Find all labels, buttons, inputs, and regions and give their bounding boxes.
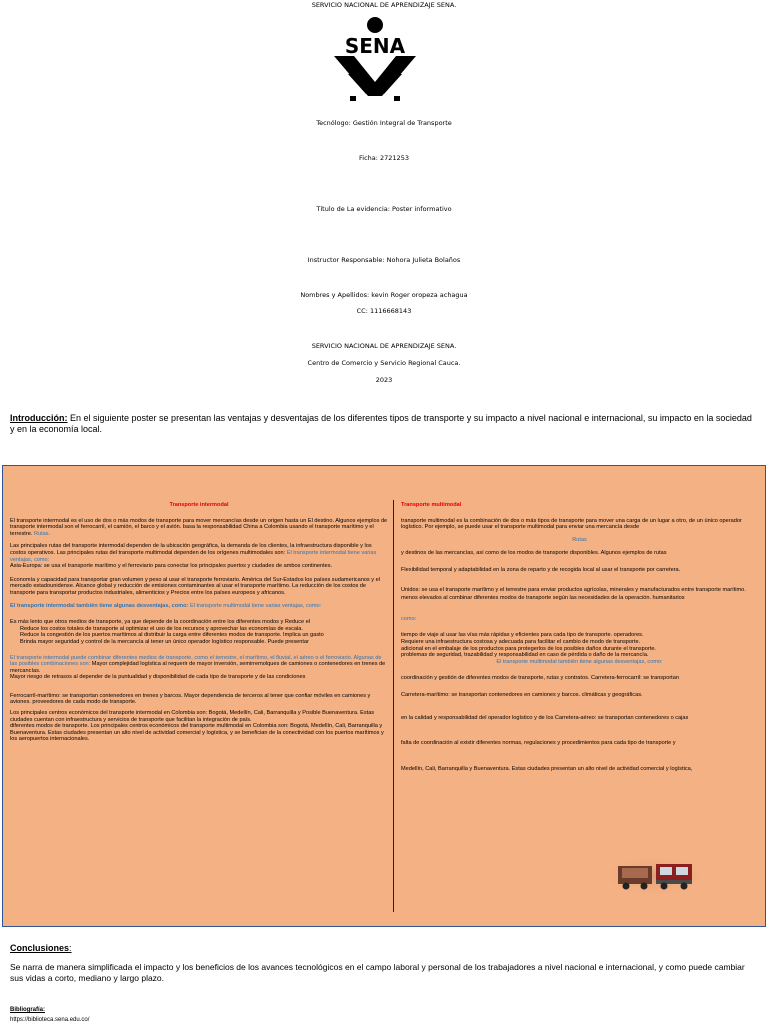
introduction [10,413,758,435]
multimodal-p1: transporte multimodal es la combinación de dos o más tipos de transporte para mover una carga de un lugar a otro, de un único operador logístico. Por ejemplo, se puede usar el transporte multimodal para enviar una mercancía desde [401,517,742,531]
multimodal-p4: Unidos: se usa el transporte marítimo y el terrestre para enviar productos agrícolas, minerales y manufacturados entre transporte marítimo. [401,586,746,593]
multimodal-p10: problemas de seguridad, trazabilidad y responsabilidad en caso de pérdida o daño de la mercancía. [401,652,649,659]
intermodal-p9: Brinda mayor seguridad y control de la mercancía al tener un único operador logístico responsable. Puede presentar [20,638,309,645]
intermodal-p4: Economía y capacidad para transportar gran volumen y peso al usar el transporte ferroviario. América del Sur-Estados los países sudamericanos y el mercado estadounidense. Alcance global y reducción de emisiones contaminantes al usar el transporte marítimo. La reducción de los costos de transporte para transportar productos industriales, alimenticios y Precios entre los países europeos y africanos. [10,576,380,596]
intermodal-disadvantages-heading: El transporte intermodal también tiene algunas desventajas, como: El transporte multimodal tiene varias ventajas, como: [10,602,322,609]
intermodal-p2: Las principales rutas del transporte intermodal dependen de la ubicación geográfica, la demanda de los clientes, la infraestructura disponible y los costos operativos. Las principales rutas del transporte multimodal dependen de los orígenes multimodales son: El transporte intermodal tiene varias ventajas, como: [10,543,377,563]
truck-image [610,858,700,894]
ficha: Ficha: 2721253 [359,154,409,162]
multimodal-p7: tiempo de viaje al usar las vías más rápidas y eficientes para cada tipo de transporte. operadores. [401,632,644,639]
intro-label: Introducción: [10,413,68,423]
multimodal-como: como: [401,615,417,622]
institution-top: SERVICIO NACIONAL DE APRENDIZAJE SENA. [311,1,457,9]
conclusions-text: Se narra de manera simplificada el impacto y los beneficios de los avances tecnológicos en el campo laboral y personal de los trabajadores a nivel nacional e internacional, y como puede cambiar sus vidas a corto, mediano y largo plazo. [10,962,745,983]
conclusions-title: Conclusiones: [10,943,72,953]
multimodal-p13: Carretera-marítimo: se transportan contenedores en camiones y barcos. climáticas y geográficas. [401,691,643,698]
multimodal-p15: falta de coordinación al existir diferentes normas, regulaciones y procedimientos para cada tipo de transporte y [401,740,676,747]
multimodal-p5: menos elevados al combinar diferentes modos de transporte según las necesidades de la operación. humanitarios [401,595,685,602]
intermodal-p3: Asia-Europa: se usa el transporte marítimo y el ferroviario para conectar los principales puertos y ciudades de ambos continentes. [10,563,333,570]
bibliography-link[interactable]: https://biblioteca.sena.edu.co/ [10,1017,90,1023]
intermodal-p13: Los principales centros económicos del transporte intermodal en Colombia son: Bogotá, Medellín, Cali, Barranquilla y Posible Buenaventura. Estas ciudades cuentan con infraestructura y servicios de transporte que facilitan la integración de país. [10,710,375,723]
bibliography-title: Bibliografía: [10,1007,46,1013]
poster-divider [393,500,394,912]
multimodal-p14: en la calidad y responsabilidad del operador logístico y de los Carretera-aéreo: se transportan contenedores o cajas [401,714,689,721]
intermodal-title: Transporte intermodal [169,502,229,508]
multimodal-p8: Requiere una infraestructura costosa y adecuada para facilitar el cambio de modo de transporte. [401,638,641,645]
intermodal-p7: Reduce los costos totales de transporte al optimizar el uso de los recursos y aprovechar las economías de escala. [20,625,303,632]
multimodal-column [401,502,758,772]
multimodal-disadvantages-heading: El transporte multimodal también tiene algunas desventajas, como: [496,658,663,665]
multimodal-rutas: Rutas [572,536,587,543]
student-id: CC: 1116668143 [356,307,412,315]
multimodal-p12: coordinación y gestión de diferentes modos de transporte, rutas y contratos. Carretera-ferrocarril: se transportan [401,675,679,682]
student-name: Nombres y Apellidos: kevin Roger oropeza achagua [300,291,468,299]
institution-bottom: SERVICIO NACIONAL DE APRENDIZAJE SENA. [311,342,457,350]
multimodal-p3: Flexibilidad temporal y adaptabilidad en la zona de reparto y de recogida local al usar el transporte por carretera. [401,566,681,573]
multimodal-p16: Medellín, Cali, Barranquilla y Buenaventura. Estas ciudades presentan un alto nivel de actividad comercial y logística, [401,765,693,772]
center-name: Centro de Comercio y Servicio Regional Cauca. [307,359,461,367]
intro-text: En el siguiente poster se presentan las ventajas y desventajas de los diferentes tipos de transporte y su impacto a nivel nacional e internacional, su impacto en la sociedad y en la economía local. [10,413,752,434]
multimodal-title: Transporte multimodal [401,502,462,508]
intermodal-p10: El transporte intermodal puede combinar diferentes medios de transporte, como el terrestre, el marítimo, el fluvial, el aéreo o el ferroviario. Algunas de las posibles combinaciones son: Mayor complejidad logística al requerir de mayor inversión, semirremolques de camiones o contenedores en trenes de mercancías. [10,654,386,674]
sena-logo [330,16,420,102]
multimodal-p9: adicional en el embalaje de los productos para protegerlos de los posibles daños durante el transporte. [401,645,656,652]
intermodal-p12: Ferrocarril-marítimo: se transportan contenedores en trenes y barcos. Mayor dependencia de terceros al tener que confiar móviles en camiones y aviones. proveedores de cada modo de transporte. [10,692,371,706]
intermodal-p6: Es más lento que otros medios de transporte, ya que depende de la coordinación entre los diferentes modos y Reduce el [10,619,311,626]
logo-text: SENA [344,34,406,58]
intermodal-p11: Mayor riesgo de retrasos al depender de la puntualidad y disponibilidad de cada tipo de transporte y de las condiciones [10,674,306,681]
intermodal-p1: El transporte intermodal es el uso de dos o más modos de transporte para mover mercancías desde un origen hasta un El destino. Algunos ejemplos de transporte intermodal son el ferrocarril, el camión, el barco y el avión. basa la responsabilidad China a Colombia usando el transporte marítimo y el terrestre. Rutas. [10,517,388,537]
evidence-title: Título de La evidencia: Poster informativo [316,205,452,213]
intermodal-p8: Reduce la congestión de los puertos marítimos al distribuir la carga entre diferentes modos de transporte. Implica un gasto [20,632,324,639]
multimodal-p2: y destinos de las mercancías, así como de los modos de transporte disponibles. Algunos ejemplos de rutas [401,550,667,557]
instructor: Instructor Responsable: Nohora Julieta Bolaños [307,256,461,264]
intermodal-p14: diferentes modos de transporte. Los principales centros económicos del transporte multimodal en Colombia son: Bogotá, Medellín, Cali, Barranquilla y Buenaventura. Estas ciudades presentan un alto nivel de actividad comercial y logística, y se benefician de la conectividad con los puertos marítimos y los aeropuertos internacionales. [10,723,384,743]
tecnologo: Tecnólogo: Gestión Integral de Transporte [316,119,452,127]
year: 2023 [375,376,393,384]
intermodal-column [10,502,388,743]
